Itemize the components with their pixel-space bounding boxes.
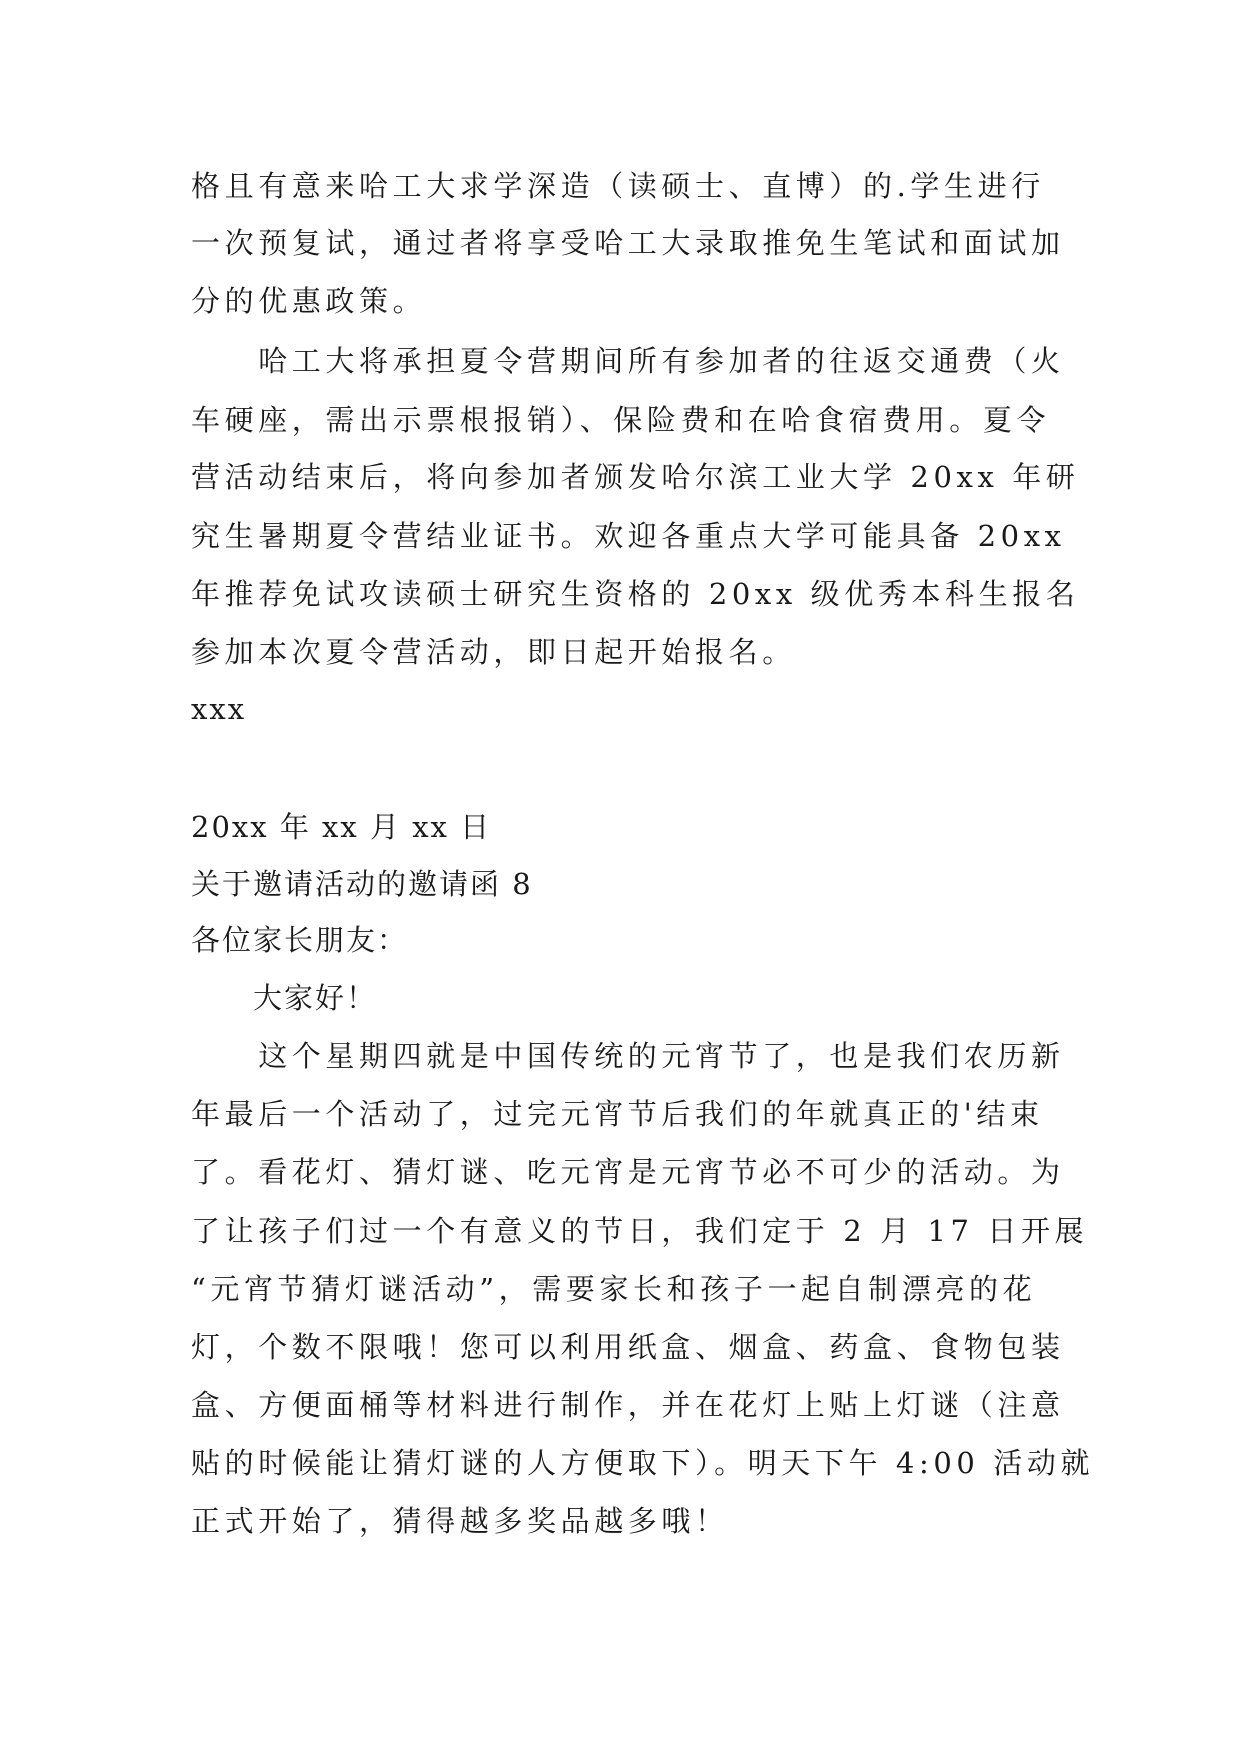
text-line: 贴的时候能让猜灯谜的人方便取下）。明天下午 4:00 活动就 [191,1446,1095,1480]
text-line: 参加本次夏令营活动，即日起开始报名。 [191,635,796,669]
text-line: 这个星期四就是中国传统的元宵节了，也是我们农历新 [191,1039,1065,1073]
text-line: 年推荐免试攻读硕士研究生资格的 20xx 级优秀本科生报名 [191,577,1080,611]
signature-name: xxx [191,692,247,726]
text-line: 哈工大将承担夏令营期间所有参加者的往返交通费（火 [191,344,1065,378]
text-line: 了让孩子们过一个有意义的节日，我们定于 2 月 17 日开展 [191,1214,1089,1248]
greeting: 大家好！ [191,981,378,1015]
section-title: 关于邀请活动的邀请函 8 [191,867,533,901]
text-line: 一次预复试，通过者将享受哈工大录取推免生笔试和面试加 [191,226,1065,260]
text-line: 正式开始了，猜得越多奖品越多哦！ [191,1504,729,1538]
text-line: 格且有意来哈工大求学深造（读硕士、直博）的.学生进行 [191,169,1045,203]
salutation: 各位家长朋友： [191,923,409,957]
text-line: “元宵节猜灯谜活动”，需要家长和孩子一起自制漂亮的花 [191,1272,1037,1306]
text-line: 盒、方便面桶等材料进行制作，并在花灯上贴上灯谜（注意 [191,1388,1065,1422]
text-line: 营活动结束后，将向参加者颁发哈尔滨工业大学 20xx 年研 [191,460,1080,494]
signature-date: 20xx 年 xx 月 xx 日 [191,810,492,844]
text-line: 年最后一个活动了，过完元宵节后我们的年就真正的'结束 [191,1097,1044,1131]
text-line: 车硬座，需出示票根报销）、保险费和在哈食宿费用。夏令 [191,403,1051,437]
text-line: 灯，个数不限哦！您可以利用纸盒、烟盒、药盒、食物包装 [191,1330,1065,1364]
text-line: 究生暑期夏令营结业证书。欢迎各重点大学可能具备 20xx [191,519,1066,553]
text-line: 分的优惠政策。 [191,284,427,318]
text-line: 了。看花灯、猜灯谜、吃元宵是元宵节必不可少的活动。为 [191,1155,1065,1189]
